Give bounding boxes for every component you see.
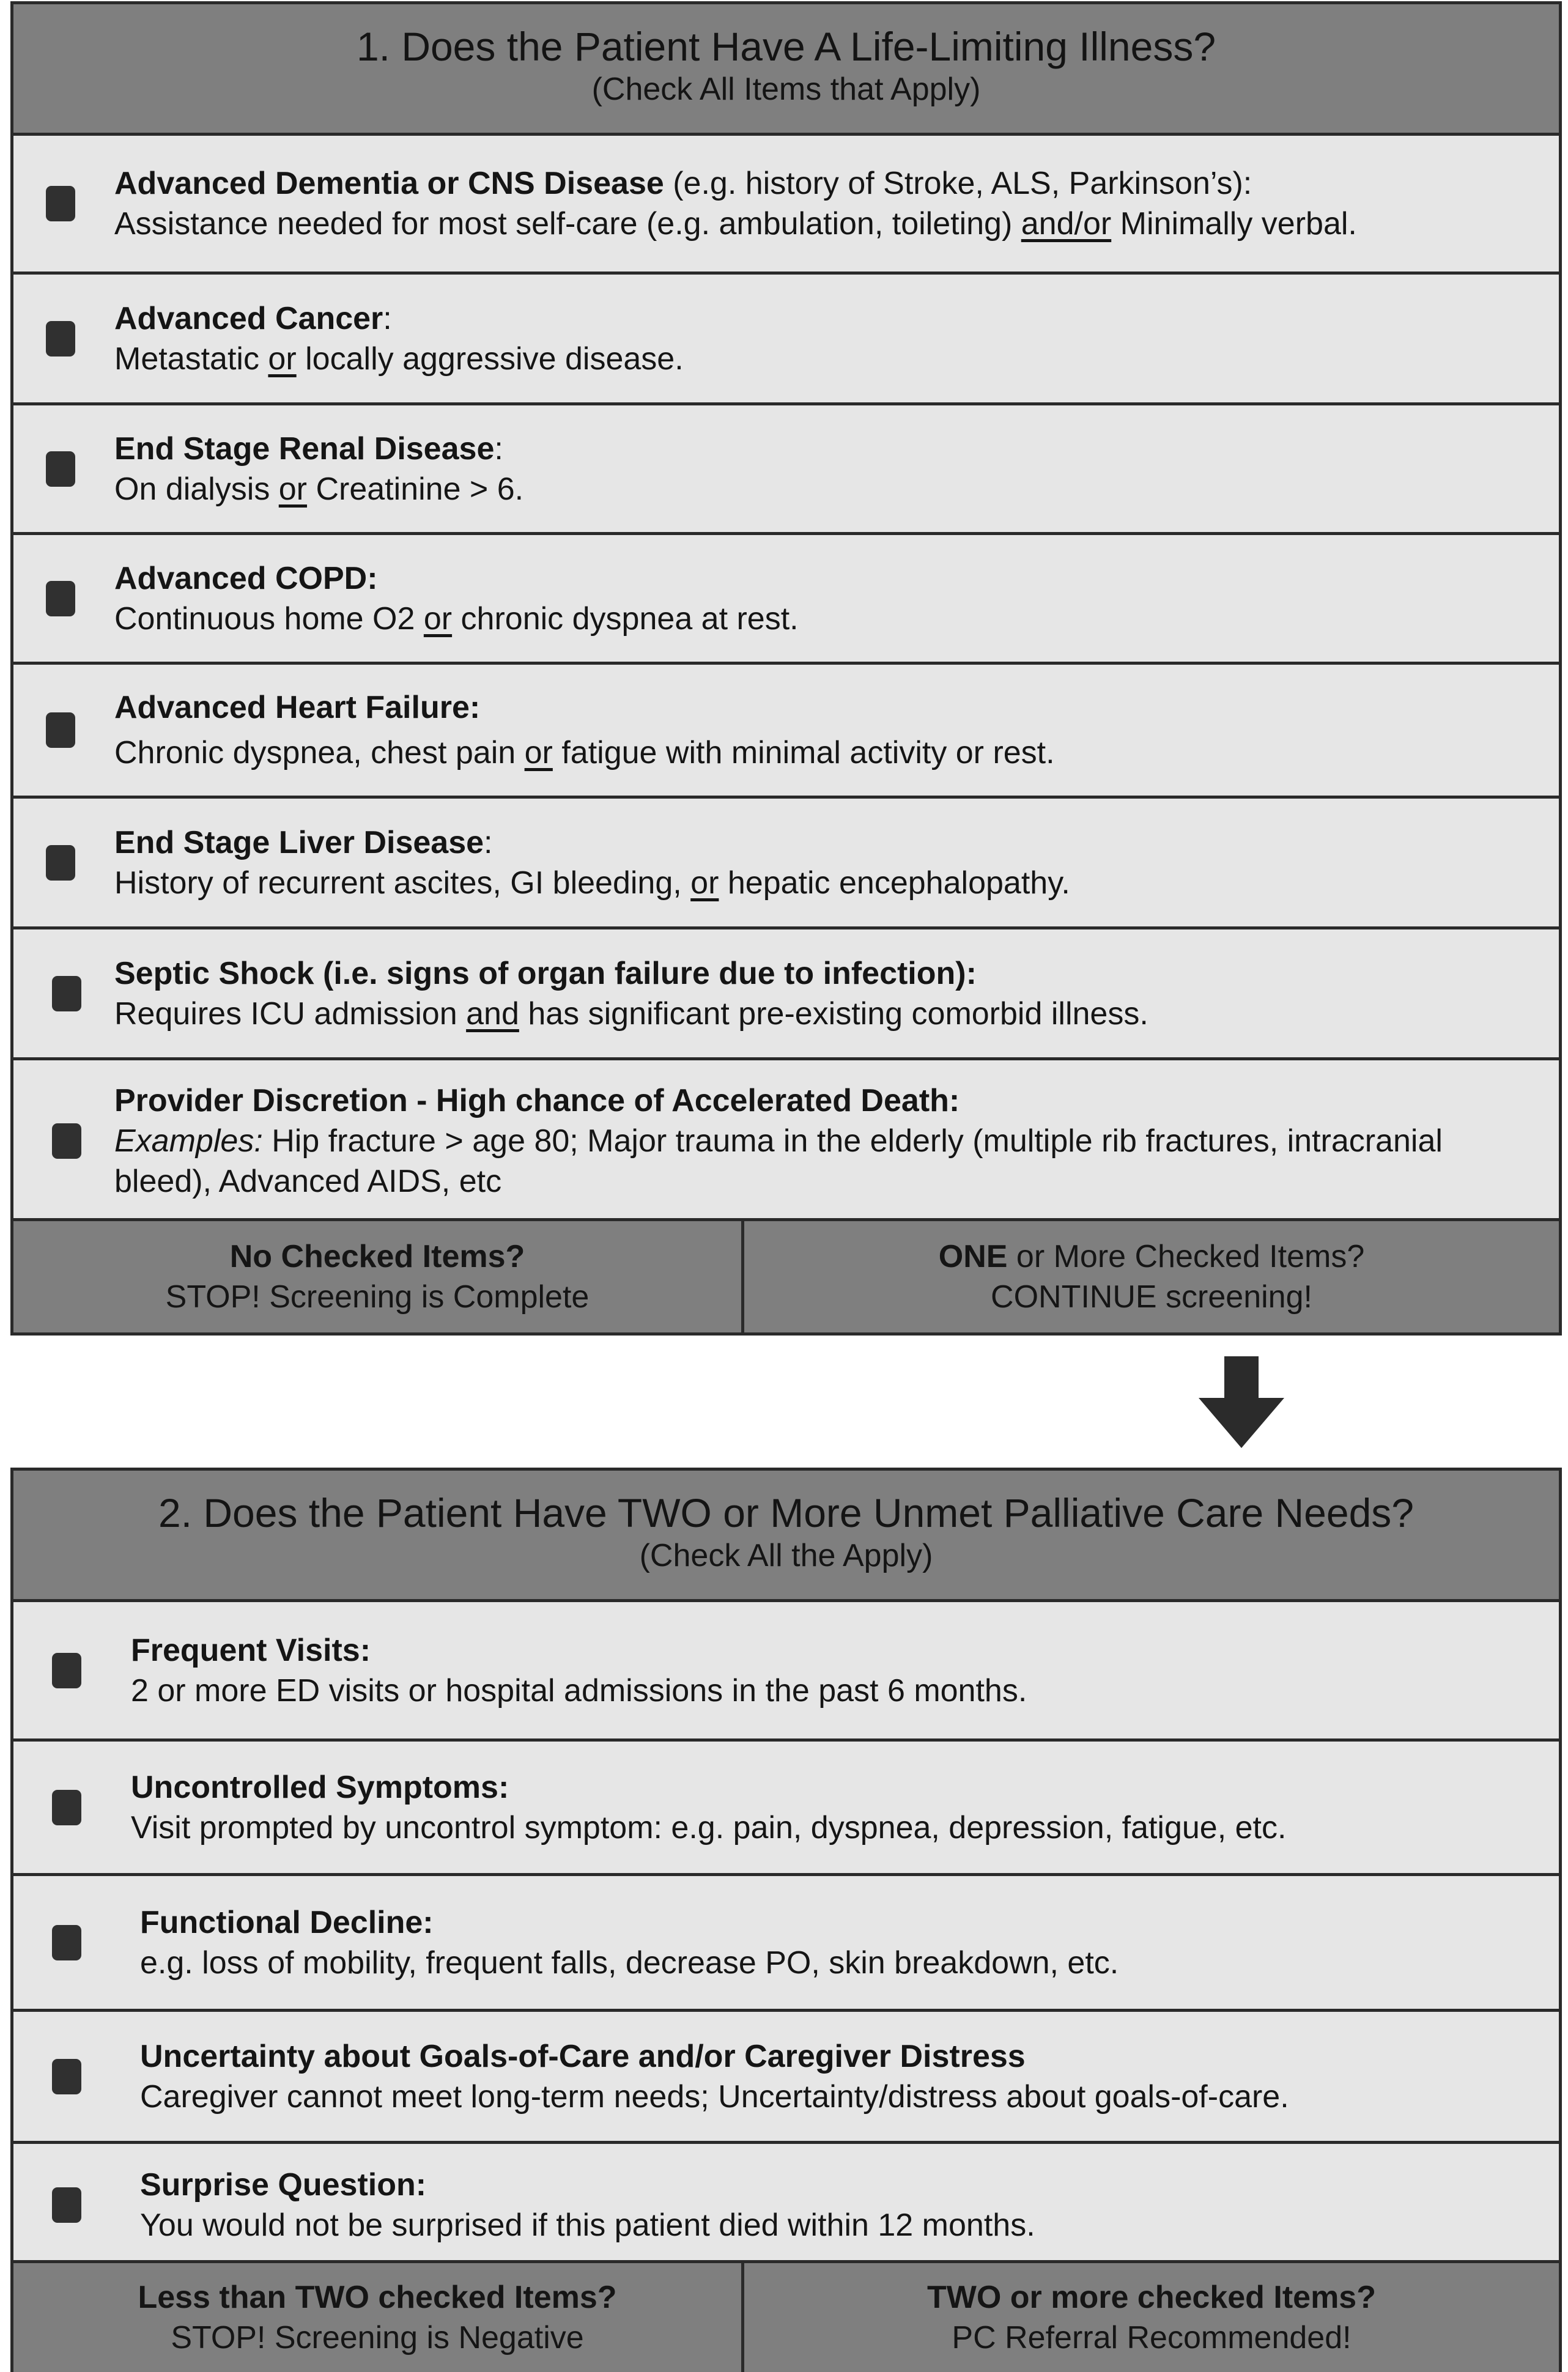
item-heading: Frequent Visits: — [131, 1632, 371, 1668]
footer-negative: Less than TWO checked Items? STOP! Screening is Negative — [138, 2280, 617, 2355]
item-heading: Uncertainty about Goals-of-Care and/or Caregiver Distress — [140, 2038, 1026, 2074]
checkbox-icon[interactable] — [46, 581, 75, 616]
checkbox-icon[interactable] — [46, 712, 75, 748]
item-heading: Septic Shock (i.e. signs of organ failure due to infection): — [114, 955, 977, 991]
item-heading: Provider Discretion - High chance of Accelerated Death: — [114, 1082, 960, 1118]
footer-referral: TWO or more checked Items? PC Referral Recommended! — [927, 2280, 1376, 2355]
item-heading: End Stage Renal Disease — [114, 430, 495, 467]
list-item: Frequent Visits: 2 or more ED visits or hospital admissions in the past 6 months. — [13, 1602, 1559, 1742]
list-item: Provider Discretion - High chance of Accelerated Death: Examples: Hip fracture > age 80; Major trauma in the elderly (multiple rib fractures, intracranial bleed), Advanced AIDS, etc — [13, 1060, 1559, 1221]
checkbox-icon[interactable] — [52, 976, 81, 1011]
item-heading: Uncontrolled Symptoms: — [131, 1769, 509, 1805]
item-heading: Surprise Question: — [140, 2167, 427, 2203]
list-item: Advanced COPD: Continuous home O2 or chronic dyspnea at rest. — [13, 535, 1559, 665]
list-item: Advanced Cancer: Metastatic or locally aggressive disease. — [13, 275, 1559, 405]
section-2-title: 2. Does the Patient Have TWO or More Unmet Palliative Care Needs? — [158, 1490, 1414, 1535]
footer-stop: No Checked Items? STOP! Screening is Complete — [165, 1239, 590, 1315]
list-item: Surprise Question: You would not be surprised if this patient died within 12 months. — [13, 2144, 1559, 2266]
section-1-header — [13, 4, 1559, 136]
list-item: End Stage Liver Disease: History of recurrent ascites, GI bleeding, or hepatic encephalopathy. — [13, 799, 1559, 929]
item-heading: Advanced Cancer — [114, 300, 383, 336]
footer-continue: ONE or More Checked Items? CONTINUE screening! — [938, 1239, 1365, 1315]
list-item: Functional Decline: e.g. loss of mobility, frequent falls, decrease PO, skin breakdown, etc. — [13, 1876, 1559, 2012]
item-heading: End Stage Liver Disease — [114, 824, 484, 860]
section-2-header — [13, 1471, 1559, 1602]
list-item: Uncontrolled Symptoms: Visit prompted by uncontrol symptom: e.g. pain, dyspnea, depression, fatigue, etc. — [13, 1742, 1559, 1876]
list-item: Advanced Dementia or CNS Disease (e.g. history of Stroke, ALS, Parkinson’s): Assistance needed for most self-care (e.g. ambulation, toileting) and/or Minimally verbal. — [13, 136, 1559, 275]
section-2-panel — [10, 1468, 1562, 2372]
item-heading: Advanced Heart Failure: — [114, 690, 481, 725]
list-item: Septic Shock (i.e. signs of organ failure due to infection): Requires ICU admission and has significant pre-existing comorbid illness. — [13, 929, 1559, 1060]
item-heading: Advanced COPD: — [114, 560, 378, 596]
checkbox-icon[interactable] — [52, 2059, 81, 2094]
section-1-footer — [13, 1218, 1559, 1332]
checkbox-icon[interactable] — [52, 1653, 81, 1688]
arrow-down-icon — [1199, 1356, 1284, 1448]
checkbox-icon[interactable] — [46, 451, 75, 487]
checkbox-icon[interactable] — [52, 1925, 81, 1960]
section-1-subtitle: (Check All Items that Apply) — [591, 72, 981, 107]
checkbox-icon[interactable] — [46, 321, 75, 357]
list-item: Advanced Heart Failure: Chronic dyspnea, chest pain or fatigue with minimal activity or rest. — [13, 665, 1559, 799]
section-1-panel — [10, 1, 1562, 1336]
checkbox-icon[interactable] — [52, 2187, 81, 2223]
checkbox-icon[interactable] — [46, 186, 75, 221]
section-2-subtitle: (Check All the Apply) — [639, 1538, 933, 1573]
item-heading: Advanced Dementia or CNS Disease — [114, 166, 664, 201]
list-item: Uncertainty about Goals-of-Care and/or Caregiver Distress Caregiver cannot meet long-term needs; Uncertainty/distress about goals-of-care. — [13, 2012, 1559, 2144]
checkbox-icon[interactable] — [46, 845, 75, 881]
section-1-title: 1. Does the Patient Have A Life-Limiting Illness? — [356, 24, 1216, 69]
checkbox-icon[interactable] — [52, 1790, 81, 1825]
section-2-footer — [13, 2260, 1559, 2372]
item-heading: Functional Decline: — [140, 1904, 434, 1940]
checkbox-icon[interactable] — [52, 1123, 81, 1159]
list-item: End Stage Renal Disease: On dialysis or Creatinine > 6. — [13, 405, 1559, 535]
